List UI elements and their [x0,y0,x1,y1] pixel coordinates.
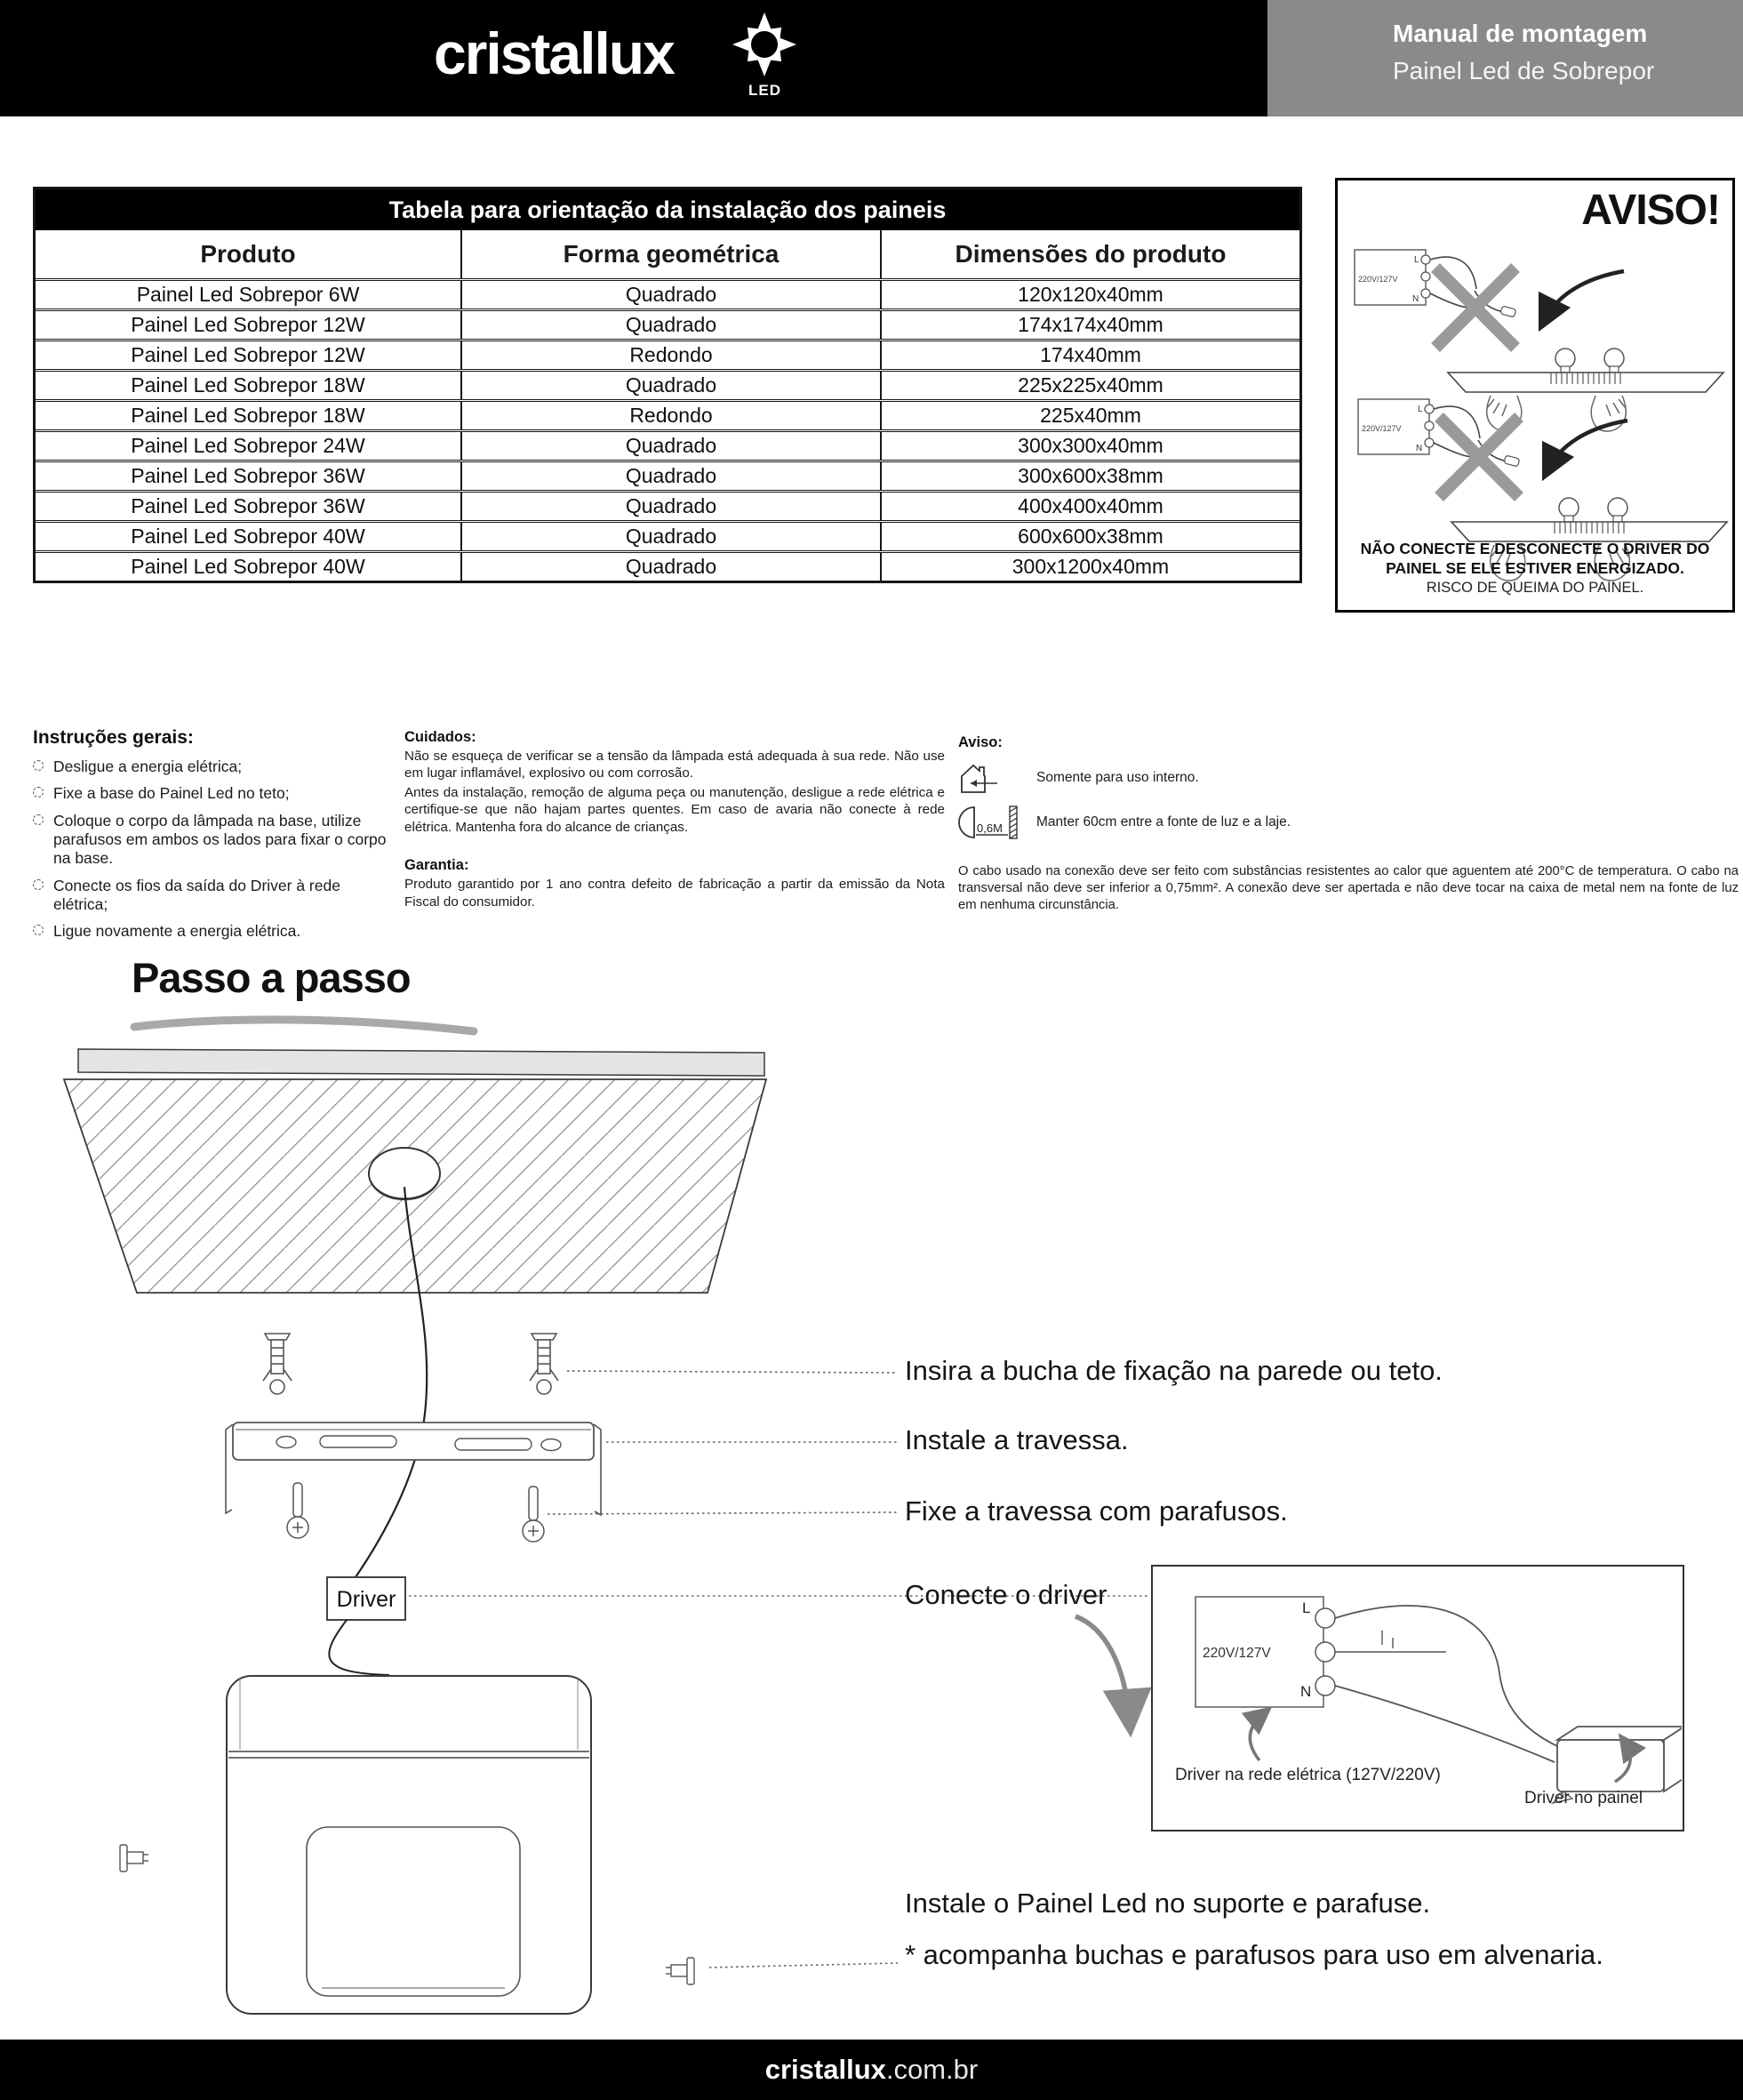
cell-forma: Quadrado [462,493,882,520]
warning-illustration [1341,237,1732,538]
screw-icon [523,1487,544,1542]
notice-section [958,734,1739,915]
cell-dimensoes: 120x120x40mm [1018,283,1163,306]
notice-row [958,805,1739,840]
table-row [36,309,1299,339]
mains-driver-label: Driver na rede elétrica (127V/220V) [1175,1766,1441,1784]
dashed-circle-icon [33,787,44,798]
wall-anchor-icon [530,1334,558,1394]
cable-paragraph: O cabo usado na conexão deve ser feito com substâncias resistentes ao calor que aguentem até 200°C de temperatura. O cabo na transversal não deve ser inferior a 0,75mm². A conexão deve ser apertada e não deve tocar na caixa de metal nem na fonte de luz em nenhuma circunstância. [958,864,1739,913]
terminal-n-label: N [1300,1683,1312,1700]
cell-dimensoes: 400x400x40mm [1018,494,1163,517]
care-paragraph: Antes da instalação, remoção de alguma peça ou manutenção, desligue a rede elétrica e certifique-se que não hajam partes quentes. Em caso de avaria não conecte à rede elétrica. Mantenha fora do alcance de crianças. [404,784,945,835]
list-item [33,812,396,869]
notice-title: Aviso: [958,734,1003,750]
cell-dimensoes: 300x600x38mm [1018,464,1163,487]
warning-bold-line1: NÃO CONECTE E DESCONECTE O DRIVER DO [1360,540,1710,557]
leader-line [709,1963,898,1968]
ceiling-sketch [64,1049,766,1577]
step-label-parafusos: Fixe a travessa com parafusos. [905,1495,1288,1527]
warning-regular-line: RISCO DE QUEIMA DO PAINEL. [1426,579,1644,596]
cell-dimensoes: 174x40mm [1040,343,1141,366]
mounting-bracket-sketch [226,1423,601,1515]
wall-anchor-icon [263,1334,292,1394]
dashed-circle-icon [33,760,44,771]
footer-brand: cristallux [764,2054,886,2085]
cell-produto: Painel Led Sobrepor 24W [36,432,462,460]
dashed-circle-icon [33,879,44,890]
step-label-travessa: Instale a travessa. [905,1424,1129,1455]
list-item [33,757,396,776]
instruction-text: Ligue novamente a energia elétrica. [53,922,301,941]
brand-logo-text: cristallux [434,20,674,86]
cell-forma: Redondo [462,402,882,429]
column-header-forma: Forma geométrica [462,230,882,278]
warning-box [1335,178,1735,613]
table-row [36,429,1299,460]
list-item [33,784,396,803]
footer-bar [0,2040,1743,2100]
table-row [36,550,1299,581]
cell-dimensoes: 600x600x38mm [1018,525,1163,548]
cell-produto: Painel Led Sobrepor 12W [36,341,462,369]
dashed-circle-icon [33,814,44,825]
mini-n-label: N [1412,294,1419,304]
mains-box [1195,1597,1335,1707]
screw-icon [287,1483,308,1538]
panel-sketch [1448,349,1723,392]
cell-dimensoes: 225x225x40mm [1018,373,1163,397]
house-icon [958,762,1036,794]
led-panel-sketch [227,1676,591,2014]
panel-driver-label: Driver no painel [1524,1789,1643,1807]
table-row [36,460,1299,490]
cell-produto: Painel Led Sobrepor 18W [36,402,462,429]
mini-l-label: L [1414,255,1419,265]
cell-dimensoes: 225x40mm [1040,404,1141,427]
cell-forma: Quadrado [462,523,882,550]
general-instructions [33,727,396,950]
cell-dimensoes: 300x1200x40mm [1011,555,1170,578]
table-header-row [36,230,1299,278]
cell-produto: Painel Led Sobrepor 40W [36,523,462,550]
steps-title: Passo a passo [132,954,411,1001]
instruction-text: Coloque o corpo da lâmpada na base, utilize parafusos em ambos os lados para fixar o corpo na base. [53,811,387,868]
side-screw-icon [120,1845,148,1872]
banner-title: Manual de montagem [1393,20,1648,47]
notice-distance-text: Manter 60cm entre a fonte de luz e a laje. [1036,814,1291,830]
care-title: Cuidados: [404,729,476,745]
cell-forma: Quadrado [462,462,882,490]
warranty-title: Garantia: [404,857,469,874]
wire-line [1335,1606,1557,1746]
table-row [36,490,1299,520]
wire-line [1335,1686,1555,1762]
cell-produto: Painel Led Sobrepor 12W [36,311,462,339]
step-label-painel [905,1878,1603,1981]
cell-forma: Quadrado [462,281,882,309]
cell-produto: Painel Led Sobrepor 6W [36,281,462,309]
cell-forma: Redondo [462,341,882,369]
dashed-circle-icon [33,925,44,935]
warning-bold-line2: PAINEL SE ELE ESTIVER ENERGIZADO. [1386,558,1684,577]
cell-forma: Quadrado [462,372,882,399]
general-instructions-title: Instruções gerais: [33,727,194,748]
side-screw-icon [666,1958,694,1984]
curved-arrow-icon [1544,271,1624,321]
warranty-paragraph: Produto garantido por 1 ano contra defeito de fabricação a partir da emissão da Nota Fiscal do consumidor. [404,877,945,910]
list-item [33,877,396,915]
driver-box [327,1577,405,1620]
do-not-disconnect-illustration [1355,250,1723,431]
warning-title: AVISO! [1581,187,1720,234]
curved-arrow-icon [1250,1712,1265,1760]
table-row [36,278,1299,309]
table-row [36,339,1299,369]
instruction-text: Conecte os fios da saída do Driver à rede elétrica; [53,876,340,914]
title-underline-swoosh [129,1014,480,1038]
table-row [36,520,1299,550]
curved-arrow-icon [1075,1616,1130,1723]
mini-voltage-label: 220V/127V [1358,275,1398,284]
table-title: Tabela para orientação da instalação dos paineis [36,189,1299,230]
driver-wiring-inset [1151,1565,1684,1831]
lamp-distance-icon [958,805,1036,840]
cell-produto: Painel Led Sobrepor 36W [36,462,462,490]
column-header-dimensoes: Dimensões do produto [955,240,1227,268]
care-section [404,729,945,910]
cell-produto: Painel Led Sobrepor 40W [36,553,462,581]
cell-forma: Quadrado [462,553,882,581]
voltage-label: 220V/127V [1203,1646,1271,1661]
table-row [36,399,1299,429]
cell-produto: Painel Led Sobrepor 18W [36,372,462,399]
step-label-driver: Conecte o driver [905,1579,1107,1610]
notice-row [958,762,1739,794]
brand-led-label: LED [748,82,781,99]
instruction-text: Desligue a energia elétrica; [53,757,243,775]
cell-forma: Quadrado [462,311,882,339]
instruction-text: Fixe a base do Painel Led no teto; [53,784,290,803]
column-header-produto: Produto [36,230,462,278]
step-label-bucha: Insira a bucha de fixação na parede ou teto. [905,1355,1443,1386]
care-paragraph: Não se esqueça de verificar se a tensão da lâmpada está adequada à sua rede. Não use em lugar inflamável, explosivo ou com corrosão. [404,749,945,781]
header-bar [0,0,1267,116]
footer-domain: .com.br [885,2054,979,2085]
cable-line [329,1620,389,1675]
driver-box-label: Driver [336,1587,396,1612]
distance-label: 0,6M [977,822,1003,835]
header-banner [1267,0,1743,116]
warning-text [1345,540,1725,597]
cell-dimensoes: 174x174x40mm [1018,313,1163,336]
list-item [33,922,396,941]
notice-indoor-text: Somente para uso interno. [1036,770,1199,785]
terminal-l-label: L [1302,1599,1311,1616]
cell-dimensoes: 300x300x40mm [1018,434,1163,457]
step-painel-line1: Instale o Painel Led no suporte e parafuse. [905,1888,1431,1919]
brand-star-icon [732,12,796,76]
banner-subtitle: Painel Led de Sobrepor [1393,57,1655,84]
leader-line [567,1371,898,1373]
table-row [36,369,1299,399]
cell-produto: Painel Led Sobrepor 36W [36,493,462,520]
cell-forma: Quadrado [462,432,882,460]
orientation-table [33,187,1302,583]
step-painel-line2: * acompanha buchas e parafusos para uso em alvenaria. [905,1939,1603,1970]
